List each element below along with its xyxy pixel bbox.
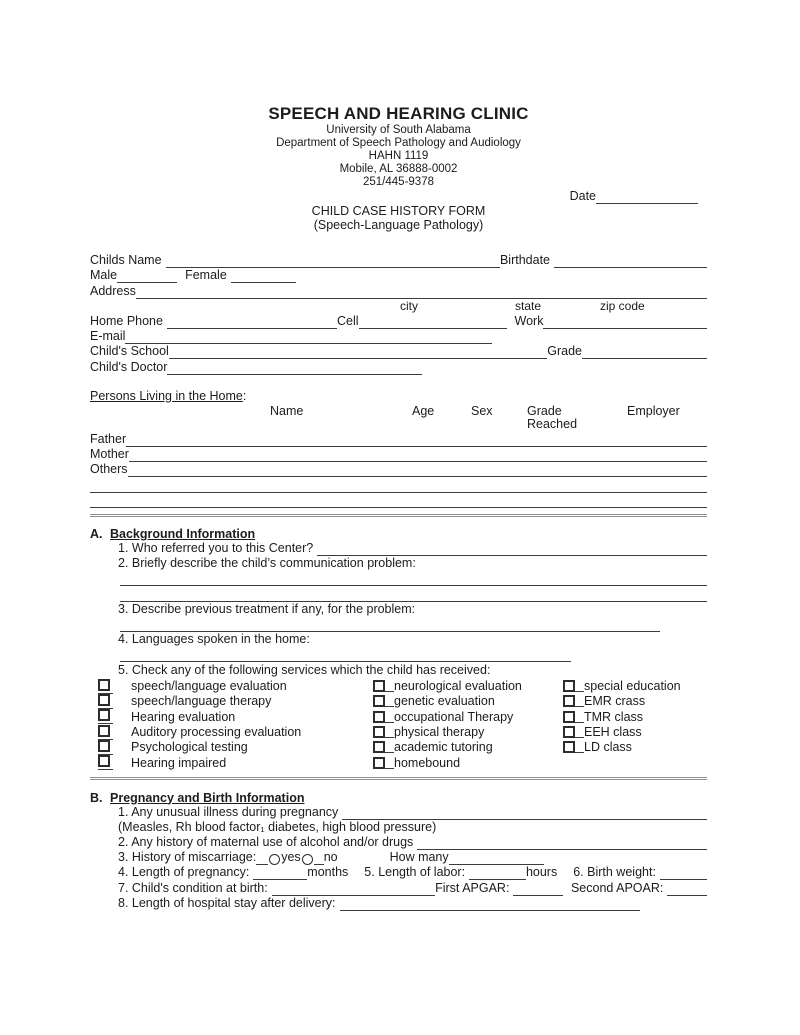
- father-input-line[interactable]: [126, 434, 707, 447]
- col-age-label: Age: [412, 403, 435, 418]
- clinic-title: SPEECH AND HEARING CLINIC: [268, 104, 529, 123]
- service-label: special education: [584, 679, 681, 694]
- father-label: Father: [90, 432, 127, 447]
- a-q2-label: 2. Briefly describe the child’s communication problem:: [118, 556, 416, 571]
- household-title-colon: :: [242, 388, 247, 403]
- a-q1-label: 1. Who referred you to this Center?: [118, 541, 314, 555]
- checkbox-auditory-processing-evaluation[interactable]: [98, 725, 110, 737]
- section-a-title: Background Information: [110, 526, 256, 541]
- school-input-line[interactable]: [169, 346, 547, 359]
- email-label: E-mail: [90, 329, 126, 344]
- address-label: Address: [90, 283, 136, 298]
- b-q7-label: 7. Child's condition at birth:: [118, 880, 268, 895]
- university-line: University of South Alabama: [326, 124, 471, 136]
- doctor-label: Child's Doctor: [90, 359, 168, 374]
- section-a: [90, 525, 707, 772]
- form-content: [90, 0, 707, 911]
- service-label: EEH class: [584, 725, 642, 740]
- mother-label: Mother: [90, 447, 129, 462]
- b-q2-input-line[interactable]: [417, 837, 707, 850]
- phone-line: 251/445-9378: [363, 176, 434, 188]
- service-label: academic tutoring: [394, 740, 493, 755]
- grade-label: Grade: [547, 344, 582, 359]
- form-subtitle: (Speech-Language Pathology): [313, 218, 484, 232]
- col-name-label: Name: [270, 403, 304, 418]
- a-q2-input-line-2[interactable]: [120, 589, 707, 602]
- service-label: LD class: [584, 740, 632, 755]
- others-input-line[interactable]: [128, 464, 707, 477]
- services-column-2: [373, 679, 522, 771]
- col-grade-label: Grade: [527, 403, 562, 418]
- labor-hours-input-line[interactable]: [469, 867, 526, 880]
- mother-input-line[interactable]: [129, 449, 707, 462]
- first-apgar-input-line[interactable]: [513, 883, 563, 896]
- checkbox-occupational-therapy[interactable]: [373, 711, 385, 723]
- service-label: Hearing evaluation: [131, 709, 236, 724]
- household-column-headers-line2: [90, 416, 707, 432]
- checkbox-academic-tutoring[interactable]: [373, 741, 385, 753]
- col-employer-label: Employer: [627, 403, 680, 418]
- a-q3-input-line[interactable]: [120, 619, 660, 632]
- services-column-3: [563, 679, 681, 755]
- city-label: city: [400, 298, 418, 313]
- radio-miscarriage-yes[interactable]: [269, 854, 280, 865]
- cell-label: Cell: [336, 313, 359, 328]
- checkbox-special-education[interactable]: [563, 680, 575, 692]
- service-label: occupational Therapy: [394, 709, 514, 724]
- how-many-label: How many: [389, 850, 449, 865]
- service-label: Auditory processing evaluation: [131, 725, 302, 740]
- checkbox-eeh-class[interactable]: [563, 726, 575, 738]
- school-label: Child's School: [90, 344, 169, 359]
- a-q1-input-line[interactable]: [317, 543, 707, 556]
- female-input-line[interactable]: [231, 270, 296, 283]
- checkbox-homebound[interactable]: [373, 757, 385, 769]
- household-extra-line-1[interactable]: [90, 480, 707, 493]
- hours-label: hours: [525, 865, 558, 880]
- doctor-input-line[interactable]: [167, 362, 422, 375]
- service-label: TMR class: [584, 709, 644, 724]
- service-label: Hearing impaired: [131, 755, 227, 770]
- work-input-line[interactable]: [543, 316, 707, 329]
- col-grade-reached-label: Reached: [527, 416, 578, 431]
- a-q2-input-line-1[interactable]: [120, 573, 707, 586]
- home-phone-label: Home Phone: [90, 313, 163, 328]
- male-label: Male: [90, 268, 118, 283]
- services-checkbox-grid: [90, 679, 707, 772]
- b-q2-label: 2. Any history of maternal use of alcohol and/or drugs: [118, 835, 414, 850]
- b-q5-label: 5. Length of labor:: [364, 865, 466, 880]
- b-q8-label: 8. Length of hospital stay after delivery:: [118, 895, 336, 910]
- others-label: Others: [90, 462, 128, 477]
- b-q1-input-line[interactable]: [342, 807, 707, 820]
- household-title: Persons Living in the Home: [90, 388, 243, 403]
- address-sub-labels: [90, 299, 707, 314]
- b-q6-label: 6. Birth weight:: [573, 865, 656, 880]
- section-divider: [90, 514, 707, 517]
- state-label: state: [515, 298, 542, 313]
- home-phone-input-line[interactable]: [167, 316, 337, 329]
- email-input-line[interactable]: [125, 331, 492, 344]
- section-b-title: Pregnancy and Birth Information: [110, 790, 305, 805]
- section-b-letter: B.: [90, 790, 103, 805]
- section-a-letter: A.: [90, 526, 103, 541]
- service-label: speech/language evaluation: [131, 679, 287, 694]
- a-q4-label: 4. Languages spoken in the home:: [118, 632, 310, 647]
- b-q1-label: 1. Any unusual illness during pregnancy: [118, 804, 339, 819]
- col-sex-label: Sex: [471, 403, 493, 418]
- service-label: genetic evaluation: [394, 694, 495, 709]
- a-q5-label: 5. Check any of the following services which the child has received:: [118, 662, 491, 677]
- birth-weight-input-line[interactable]: [660, 867, 707, 880]
- how-many-input-line[interactable]: [449, 852, 544, 865]
- checkbox-speech-language-therapy[interactable]: [98, 694, 110, 706]
- identity-block: [90, 253, 707, 375]
- male-input-line[interactable]: [117, 270, 177, 283]
- address-line: Mobile, AL 36888-0002: [339, 163, 458, 175]
- radio-miscarriage-no[interactable]: [302, 854, 313, 865]
- household-extra-line-2[interactable]: [90, 495, 707, 508]
- checkbox-hearing-impaired[interactable]: [98, 755, 110, 767]
- second-apgar-label: Second APOAR:: [570, 880, 664, 895]
- checkbox-genetic-evaluation[interactable]: [373, 695, 385, 707]
- female-label: Female: [185, 268, 227, 283]
- checkbox-emr-class[interactable]: [563, 695, 575, 707]
- condition-at-birth-input-line[interactable]: [272, 883, 435, 896]
- a-q4-input-line[interactable]: [120, 649, 571, 662]
- zip-label: zip code: [600, 298, 645, 313]
- b-q3-label: 3. History of miscarriage:: [118, 850, 257, 865]
- birthdate-input-line[interactable]: [554, 255, 707, 268]
- cell-input-line[interactable]: [359, 316, 507, 329]
- b-q4-label: 4. Length of pregnancy:: [118, 865, 250, 880]
- checkbox-hearing-evaluation[interactable]: [98, 709, 110, 721]
- date-row: [90, 189, 707, 204]
- section-divider: [90, 777, 707, 780]
- service-label: physical therapy: [394, 725, 485, 740]
- birthdate-label: Birthdate: [499, 253, 550, 268]
- a-q3-label: 3. Describe previous treatment if any, for the problem:: [118, 601, 416, 616]
- checkbox-neurological-evaluation[interactable]: [373, 680, 385, 692]
- checkbox-tmr-class[interactable]: [563, 711, 575, 723]
- services-column-1: [98, 679, 301, 771]
- date-input-line[interactable]: [596, 191, 698, 204]
- service-label: speech/language therapy: [131, 694, 272, 709]
- grade-input-line[interactable]: [582, 346, 707, 359]
- checkbox-speech-language-evaluation[interactable]: [98, 679, 110, 691]
- checkbox-physical-therapy[interactable]: [373, 726, 385, 738]
- childs-name-label: Childs Name: [90, 253, 162, 268]
- hospital-stay-input-line[interactable]: [340, 898, 640, 911]
- first-apgar-label: First APGAR:: [435, 880, 510, 895]
- building-line: HAHN 1119: [368, 150, 429, 162]
- service-label: EMR crass: [584, 694, 646, 709]
- second-apgar-input-line[interactable]: [667, 883, 707, 896]
- service-label: Psychological testing: [131, 740, 248, 755]
- household-column-headers: [90, 404, 707, 419]
- pregnancy-months-input-line[interactable]: [253, 867, 307, 880]
- service-label: homebound: [394, 755, 461, 770]
- checkbox-ld-class[interactable]: [563, 741, 575, 753]
- no-label: no: [323, 850, 338, 865]
- date-label: Date: [569, 189, 596, 203]
- department-line: Department of Speech Pathology and Audiology: [276, 137, 521, 149]
- months-label: months: [307, 865, 349, 880]
- section-b: [90, 789, 707, 911]
- service-label: neurological evaluation: [394, 679, 522, 694]
- childs-name-input-line[interactable]: [166, 255, 500, 268]
- checkbox-psychological-testing[interactable]: [98, 740, 110, 752]
- yes-label: yes: [281, 850, 301, 865]
- household-section: [90, 389, 707, 508]
- address-input-line[interactable]: [136, 286, 707, 299]
- form-title: CHILD CASE HISTORY FORM: [311, 204, 486, 218]
- b-q1-note: (Measles, Rh blood factor₁ diabetes, high blood pressure): [118, 819, 437, 834]
- work-label: Work: [514, 313, 544, 328]
